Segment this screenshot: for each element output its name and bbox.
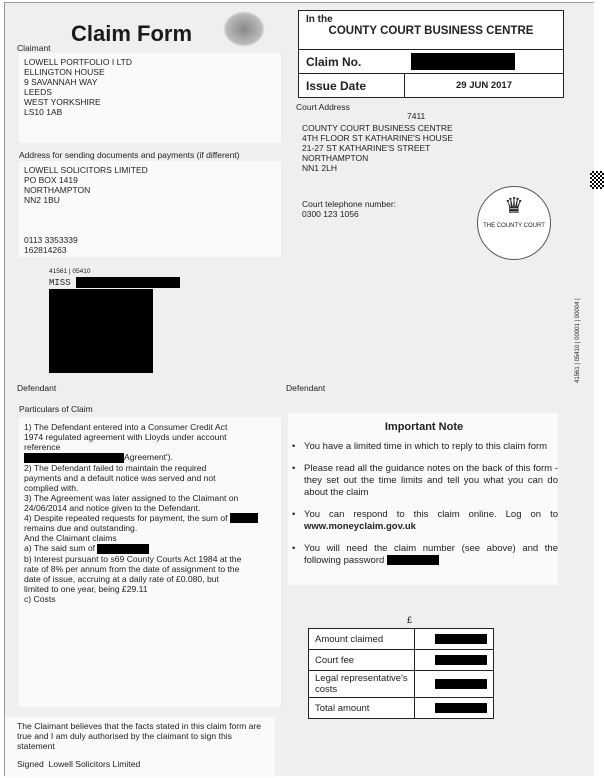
- currency-symbol: £: [407, 615, 413, 625]
- court-name: COUNTY COURT BUSINESS CENTRE: [328, 25, 534, 37]
- issue-date: 29 JUN 2017: [456, 80, 512, 91]
- redacted-name: [76, 277, 180, 288]
- service-reference: 162814263: [24, 245, 67, 255]
- redacted-defendant-address: [49, 289, 153, 373]
- important-note: Important Note • You have a limited time in which to reply to this claim form • Please read all the guidance notes on the back of this form - they set out the time limits and tell you what you can do about the claim • You can respond to this claim online. Log on to www.moneyclaim.gov.uk • You will need the claim number (see above) and the following password: [288, 413, 558, 585]
- moneyclaim-link[interactable]: www.moneyclaim.gov.uk: [304, 521, 416, 532]
- particulars-of-claim: 1) The Defendant entered into a Consumer Credit Act 1974 regulated agreement with Lloyds under account reference Agreement'). 2) The Defendant failed to maintain the required payments and a default notice was served and not complied with. 3) The Agreement was later assigned to the Claimant on 24/06/2014 and notice given to the Defendant. 4) Despite repeated requests for payment, the sum of remains due and outstanding. And the Claimant claims a) The said sum of b) Interest pursuant to s69 County Courts Act 1984 at the rate of 8% per annum from the date of assignment to the date of issue, accruing at a daily rate of £0.080, but limited to one year, being £29.11 c) Costs: [19, 417, 281, 707]
- claimant-label: Claimant: [17, 43, 51, 53]
- statement-of-truth: The Claimant believes that the facts stated in this claim form are true and I am duly authorised by the claimant to sign this statement Signed Lowell Solicitors Limited: [5, 717, 275, 777]
- datamatrix-barcode: [590, 171, 604, 189]
- amounts-table: [308, 628, 494, 719]
- court-address: COUNTY COURT BUSINESS CENTRE 4TH FLOOR ST KATHARINE'S HOUSE 21-27 ST KATHARINE'S STREET NORTHAMPTON NN1 2LH: [302, 123, 454, 173]
- service-address-label: Address for sending documents and payments (if different): [19, 150, 240, 160]
- crown-icon: ♛: [504, 193, 524, 218]
- defendant-code: 41561 | 05410: [49, 268, 91, 275]
- table-row: Amount claimed: [309, 629, 494, 650]
- particulars-label: Particulars of Claim: [19, 404, 93, 414]
- page-title: Claim Form: [71, 21, 193, 46]
- redacted-password: [387, 555, 439, 565]
- county-court-seal: ♛ THE COUNTY COURT: [477, 186, 551, 260]
- service-phone: 0113 3353339: [24, 235, 78, 245]
- court-header-box: In the COUNTY COURT BUSINESS CENTRE Claim No. Issue Date 29 JUN 2017: [298, 10, 564, 98]
- court-code: 7411: [407, 111, 426, 121]
- table-row: Total amount: [309, 698, 494, 719]
- claimant-address: LOWELL PORTFOLIO I LTD ELLINGTON HOUSE 9 SAVANNAH WAY LEEDS WEST YORKSHIRE LS10 1AB: [19, 53, 281, 143]
- defendant-label-left: Defendant: [17, 383, 57, 393]
- signature: Lowell Solicitors Limited: [48, 759, 141, 769]
- table-row: Legal representative's costs: [309, 671, 494, 698]
- defendant-label-right: Defendant: [286, 383, 326, 393]
- court-address-label: Court Address: [296, 102, 350, 112]
- royal-crest-icon: [223, 11, 265, 47]
- redacted-claim-number: [411, 53, 515, 70]
- defendant-title: MISS: [49, 277, 180, 288]
- claim-form-page: [4, 2, 594, 776]
- service-address: LOWELL SOLICITORS LIMITED PO BOX 1419 NORTHAMPTON NN2 1BU 0113 3353339 162814263: [19, 161, 281, 257]
- court-phone: Court telephone number: 0300 123 1056: [302, 199, 397, 219]
- table-row: Court fee: [309, 650, 494, 671]
- side-reference-code: 41561 | 05410 | 00001 | 00004 |: [575, 298, 581, 383]
